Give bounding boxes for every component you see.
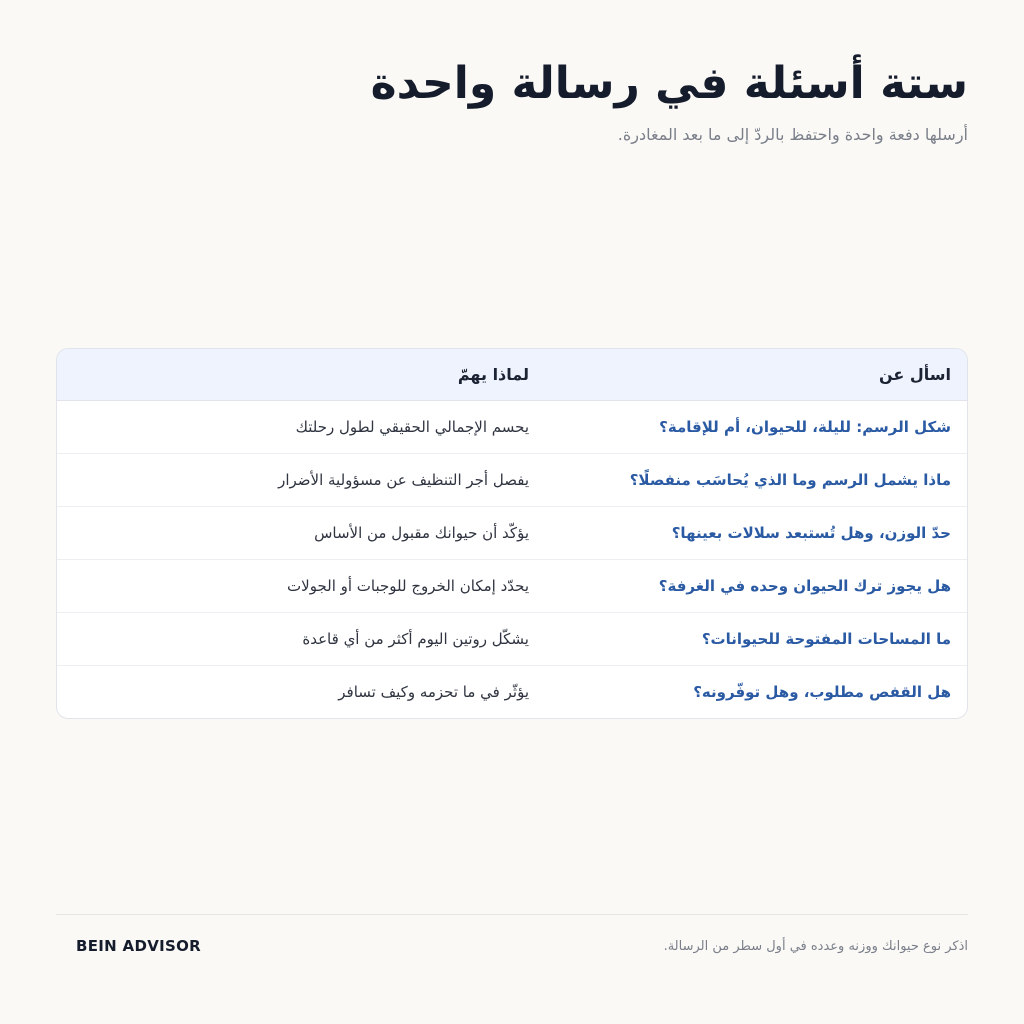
question-cell: ما المساحات المفتوحة للحيوانات؟ xyxy=(545,613,967,666)
reason-cell: يؤثّر في ما تحزمه وكيف تسافر xyxy=(338,683,529,701)
question-cell: هل يجوز ترك الحيوان وحده في الغرفة؟ xyxy=(545,560,967,613)
page-footer xyxy=(56,914,968,955)
questions-table xyxy=(57,349,967,718)
brand-logo: BEIN ADVISOR xyxy=(76,937,201,955)
question-cell: ماذا يشمل الرسم وما الذي يُحاسَب منفصلًا؟ xyxy=(545,454,967,507)
table-row xyxy=(57,401,967,454)
column-header-ask: اسأل عن xyxy=(545,349,967,401)
page-subtitle: أرسلها دفعة واحدة واحتفظ بالردّ إلى ما بعد المغادرة. xyxy=(617,124,968,144)
question-cell: حدّ الوزن، وهل تُستبعد سلالات بعينها؟ xyxy=(545,507,967,560)
questions-table-card xyxy=(56,348,968,719)
table-row xyxy=(57,560,967,613)
reason-cell: يؤكّد أن حيوانك مقبول من الأساس xyxy=(57,507,545,560)
page-header xyxy=(56,58,968,144)
table-header-row xyxy=(57,349,967,401)
table-row xyxy=(57,454,967,507)
reason-cell: يحدّد إمكان الخروج للوجبات أو الجولات xyxy=(57,560,545,613)
table-row xyxy=(57,507,967,560)
question-cell: هل القفص مطلوب، وهل توفّرونه؟ xyxy=(693,683,951,701)
table-row xyxy=(57,666,967,719)
reason-cell: يشكّل روتين اليوم أكثر من أي قاعدة xyxy=(57,613,545,666)
question-cell: شكل الرسم: لليلة، للحيوان، أم للإقامة؟ xyxy=(545,401,967,454)
page-title: ستة أسئلة في رسالة واحدة xyxy=(370,58,968,109)
reason-cell: يحسم الإجمالي الحقيقي لطول رحلتك xyxy=(57,401,545,454)
footer-note: اذكر نوع حيوانك ووزنه وعدده في أول سطر من الرسالة. xyxy=(663,939,968,954)
reason-cell: يفصل أجر التنظيف عن مسؤولية الأضرار xyxy=(57,454,545,507)
table-row xyxy=(57,613,967,666)
column-header-why: لماذا يهمّ xyxy=(57,349,545,401)
